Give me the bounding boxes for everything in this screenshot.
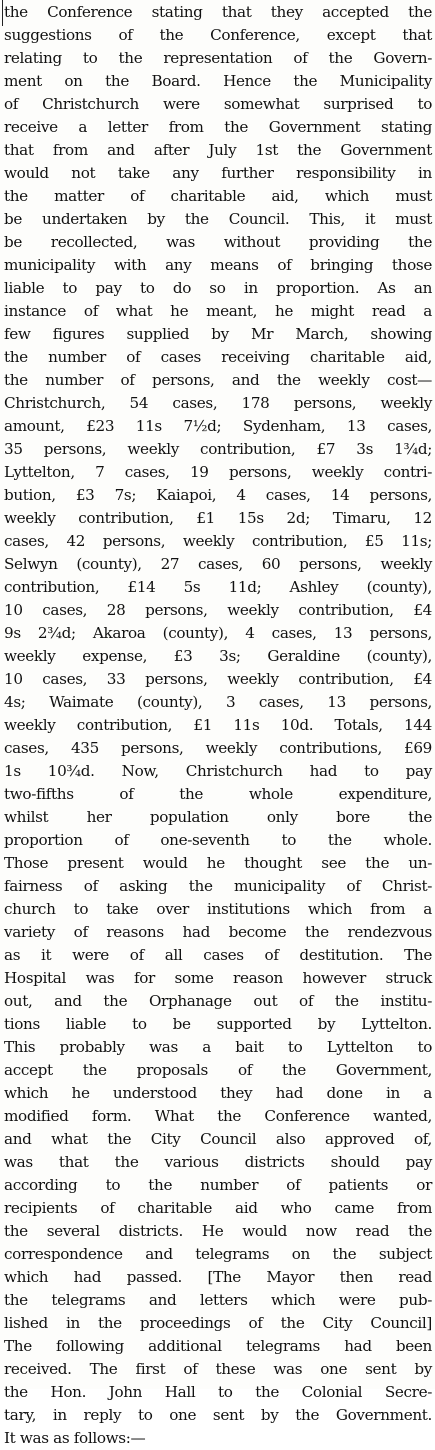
text-line: church to take over institutions which from a [4,900,432,918]
text-line: which he understood they had done in a [4,1084,432,1102]
text-line: the number of persons, and the weekly cost— [4,371,432,389]
text-line: Those present would he thought see the un- [4,854,432,872]
text-line: be recollected, was without providing the [4,233,432,251]
text-line: This probably was a bait to Lyttelton to [4,1038,432,1056]
text-line: whilst her population only bore the [4,808,432,826]
text-line: 35 persons, weekly contribution, £7 3s 1¾d; [4,440,432,458]
text-line: amount, £23 11s 7½d; Sydenham, 13 cases, [4,417,432,435]
text-line: contribution, £14 5s 11d; Ashley (county), [4,578,432,596]
text-line: correspondence and telegrams on the subject [4,1245,432,1263]
text-line: proportion of one-seventh to the whole. [4,831,432,849]
text-line: lished in the proceedings of the City Council] [4,1314,432,1332]
text-line: which had passed. [The Mayor then read [4,1268,432,1286]
text-line: weekly contribution, £1 11s 10d. Totals, 144 [4,716,432,734]
text-line: few figures supplied by Mr March, showing [4,325,432,343]
text-line: relating to the representation of the Govern- [4,49,432,67]
text-line: the Hon. John Hall to the Colonial Secre- [4,1383,432,1401]
text-line: Selwyn (county), 27 cases, 60 persons, weekly [4,555,432,573]
text-line: and what the City Council also approved of, [4,1130,432,1148]
text-line: modified form. What the Conference wanted, [4,1107,432,1125]
text-line: cases, 42 persons, weekly contribution, £5 11s; [4,532,432,550]
text-line: as it were of all cases of destitution. The [4,946,432,964]
text-line: receive a letter from the Government stating [4,118,432,136]
text-line: the Conference stating that they accepted the [4,3,432,21]
text-line: weekly expense, £3 3s; Geraldine (county), [4,647,432,665]
text-line: the number of cases receiving charitable aid, [4,348,432,366]
text-line: out, and the Orphanage out of the institu- [4,992,432,1010]
text-line: two-fifths of the whole expenditure, [4,785,432,803]
text-line: Christchurch, 54 cases, 178 persons, weekly [4,394,432,412]
text-line: the matter of charitable aid, which must [4,187,432,205]
text-line: was that the various districts should pay [4,1153,432,1171]
text-line: recipients of charitable aid who came from [4,1199,432,1217]
text-line: 9s 2¾d; Akaroa (county), 4 cases, 13 persons, [4,624,432,642]
text-line: It was as follows:— [4,1429,146,1447]
text-line: bution, £3 7s; Kaiapoi, 4 cases, 14 persons, [4,486,432,504]
text-line: the telegrams and letters which were pub- [4,1291,432,1309]
text-line: tary, in reply to one sent by the Government. [4,1406,432,1424]
text-line: Hospital was for some reason however struck [4,969,432,987]
text-line: suggestions of the Conference, except that [4,26,432,44]
text-line: received. The first of these was one sent by [4,1360,432,1378]
text-line: municipality with any means of bringing those [4,256,432,274]
text-line: cases, 435 persons, weekly contributions, £69 [4,739,432,757]
text-line: liable to pay to do so in proportion. As an [4,279,432,297]
text-line: variety of reasons had become the rendezvous [4,923,432,941]
text-line: according to the number of patients or [4,1176,432,1194]
text-line: fairness of asking the municipality of Christ- [4,877,432,895]
text-line: be undertaken by the Council. This, it must [4,210,432,228]
text-line: weekly contribution, £1 15s 2d; Timaru, 12 [4,509,432,527]
column-rule [2,0,3,26]
text-line: instance of what he meant, he might read a [4,302,432,320]
text-line: accept the proposals of the Government, [4,1061,432,1079]
text-line: would not take any further responsibility in [4,164,432,182]
text-line: tions liable to be supported by Lyttelton. [4,1015,432,1033]
text-line: that from and after July 1st the Government [4,141,432,159]
text-line: the several districts. He would now read the [4,1222,432,1240]
text-line: The following additional telegrams had been [4,1337,432,1355]
article-text [4,1,432,1450]
text-line: 10 cases, 33 persons, weekly contribution, £4 [4,670,432,688]
text-line: Lyttelton, 7 cases, 19 persons, weekly contri- [4,463,432,481]
text-line: ment on the Board. Hence the Municipality [4,72,432,90]
text-line: 4s; Waimate (county), 3 cases, 13 persons, [4,693,432,711]
text-line: of Christchurch were somewhat surprised to [4,95,432,113]
text-line: 1s 10¾d. Now, Christchurch had to pay [4,762,432,780]
text-line: 10 cases, 28 persons, weekly contribution, £4 [4,601,432,619]
